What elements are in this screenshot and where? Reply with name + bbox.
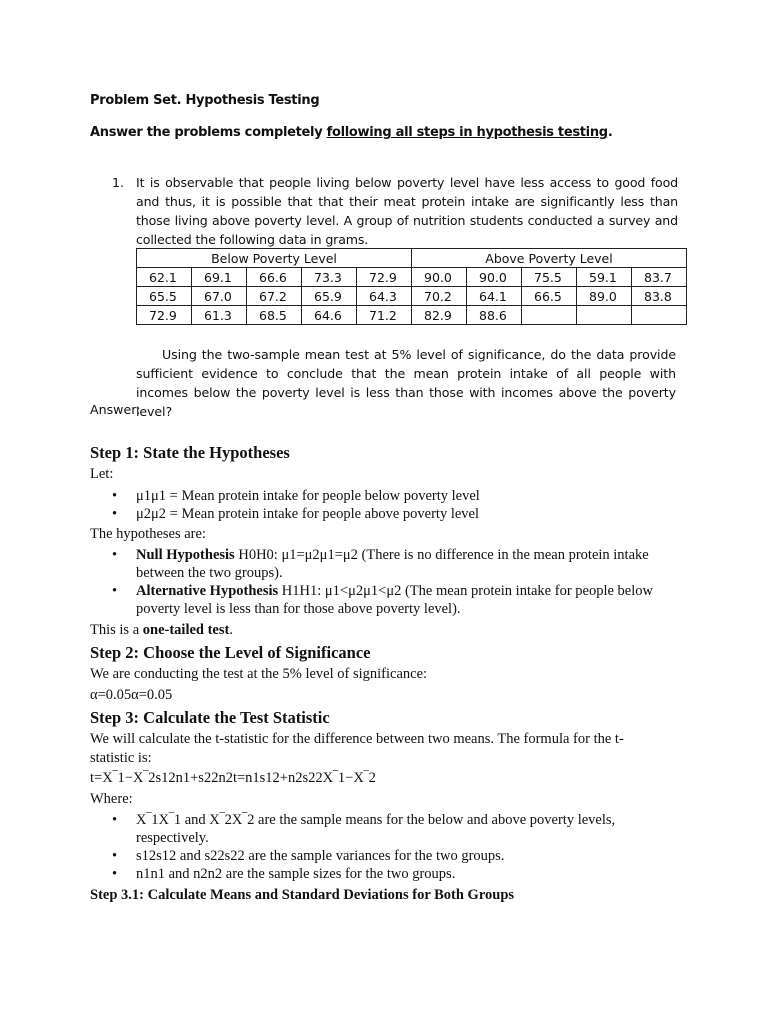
null-text: H0H0: μ1=μ2μ1=μ2 (There is no difference in the mean protein intake between the two groups).: [136, 547, 649, 581]
step3-text: We will calculate the t-statistic for the difference between two means. The formula for the t-statistic is:: [90, 731, 624, 766]
table-cell: 83.8: [632, 287, 687, 306]
null-hypothesis: [136, 546, 656, 582]
table-cell: 66.6: [247, 268, 302, 287]
list-item: • s12s12 and s22s22 are the sample variances for the two groups.: [136, 847, 656, 865]
table-cell: 88.6: [467, 306, 522, 325]
answer-label: Answer:: [90, 402, 141, 417]
table-cell: 65.5: [137, 287, 192, 306]
table-cell: 73.3: [302, 268, 357, 287]
table-cell: 90.0: [412, 268, 467, 287]
t-formula: t=X‾1−X‾2s12n1+s22n2t=n1s12+n2s22X‾1−X‾2: [90, 770, 376, 786]
test-type-bold: one-tailed test: [142, 622, 230, 638]
table-cell: 71.2: [357, 306, 412, 325]
instructions: [90, 125, 612, 140]
table-cell: 64.6: [302, 306, 357, 325]
test-type: [90, 621, 233, 640]
step3-bullets: [112, 811, 656, 883]
alpha-value: α=0.05α=0.05: [90, 687, 173, 703]
list-item: • μ1μ1 = Mean protein intake for people below poverty level: [136, 487, 676, 505]
instructions-underlined: following all steps in hypothesis testing: [326, 125, 608, 140]
table-cell: 72.9: [137, 306, 192, 325]
table-row: [137, 306, 687, 325]
table-cell: 72.9: [357, 268, 412, 287]
step1-hyp-intro: The hypotheses are:: [90, 526, 206, 542]
table-cell: [577, 306, 632, 325]
table-cell: 64.3: [357, 287, 412, 306]
table-cell: 68.5: [247, 306, 302, 325]
table-cell: 82.9: [412, 306, 467, 325]
instructions-prefix: Answer the problems completely: [90, 125, 327, 140]
page-title: Problem Set. Hypothesis Testing: [90, 93, 320, 108]
table-cell: 65.9: [302, 287, 357, 306]
step31-heading: Step 3.1: Calculate Means and Standard Deviations for Both Groups: [90, 887, 515, 903]
step1-let: Let:: [90, 466, 114, 482]
table-cell: 89.0: [577, 287, 632, 306]
table-cell: 59.1: [577, 268, 632, 287]
instructions-suffix: .: [607, 125, 613, 140]
question-text: Using the two-sample mean test at 5% level of significance, do the data provide sufficient evidence to conclude that the mean protein intake of all people with incomes below the poverty level is less than those with incomes above the poverty level?: [136, 347, 676, 419]
problem-question: [136, 345, 676, 421]
table-cell: 66.5: [522, 287, 577, 306]
table-header-above: Above Poverty Level: [412, 249, 687, 268]
list-item: • μ2μ2 = Mean protein intake for people above poverty level: [136, 505, 676, 523]
step1-hypotheses: [112, 546, 656, 618]
table-cell: 69.1: [192, 268, 247, 287]
step2-heading: Step 2: Choose the Level of Significance: [90, 643, 371, 662]
table-cell: 61.3: [192, 306, 247, 325]
table-header-below: Below Poverty Level: [137, 249, 412, 268]
table-row: [137, 268, 687, 287]
problem-number: 1.: [112, 175, 125, 190]
data-table: [136, 248, 687, 325]
table-cell: 64.1: [467, 287, 522, 306]
table-cell: [632, 306, 687, 325]
table-header-row: [137, 249, 687, 268]
problem-intro: It is observable that people living below poverty level have less access to good food and thus, it is possible that that their meat protein intake are significantly less than those living above poverty level. A group of nutrition students conducted a survey and collected the following data in grams.: [136, 175, 678, 247]
test-type-prefix: This is a: [90, 622, 143, 638]
table-cell: 75.5: [522, 268, 577, 287]
table-cell: 67.0: [192, 287, 247, 306]
alt-label: Alternative Hypothesis: [136, 583, 279, 599]
alt-text: H1H1: μ1<μ2μ1<μ2 (The mean protein intake for people below poverty level is less than for those above poverty level).: [136, 583, 653, 617]
step2-text: We are conducting the test at the 5% level of significance:: [90, 666, 428, 682]
table-cell: 67.2: [247, 287, 302, 306]
table-cell: 83.7: [632, 268, 687, 287]
step1-heading: Step 1: State the Hypotheses: [90, 443, 290, 462]
table-cell: [522, 306, 577, 325]
step1-definitions: [112, 487, 676, 523]
table-cell: 62.1: [137, 268, 192, 287]
alt-hypothesis: [136, 582, 656, 618]
table-cell: 70.2: [412, 287, 467, 306]
problem-1: [112, 173, 678, 249]
where-label: Where:: [90, 791, 133, 807]
step3-heading: Step 3: Calculate the Test Statistic: [90, 708, 330, 727]
test-type-suffix: .: [229, 622, 233, 638]
table-cell: 90.0: [467, 268, 522, 287]
list-item: • X‾1X‾1 and X‾2X‾2 are the sample means for the below and above poverty levels, respectively.: [136, 811, 656, 847]
list-item: • n1n1 and n2n2 are the sample sizes for the two groups.: [136, 865, 656, 883]
table-row: [137, 287, 687, 306]
null-label: Null Hypothesis: [136, 547, 235, 563]
